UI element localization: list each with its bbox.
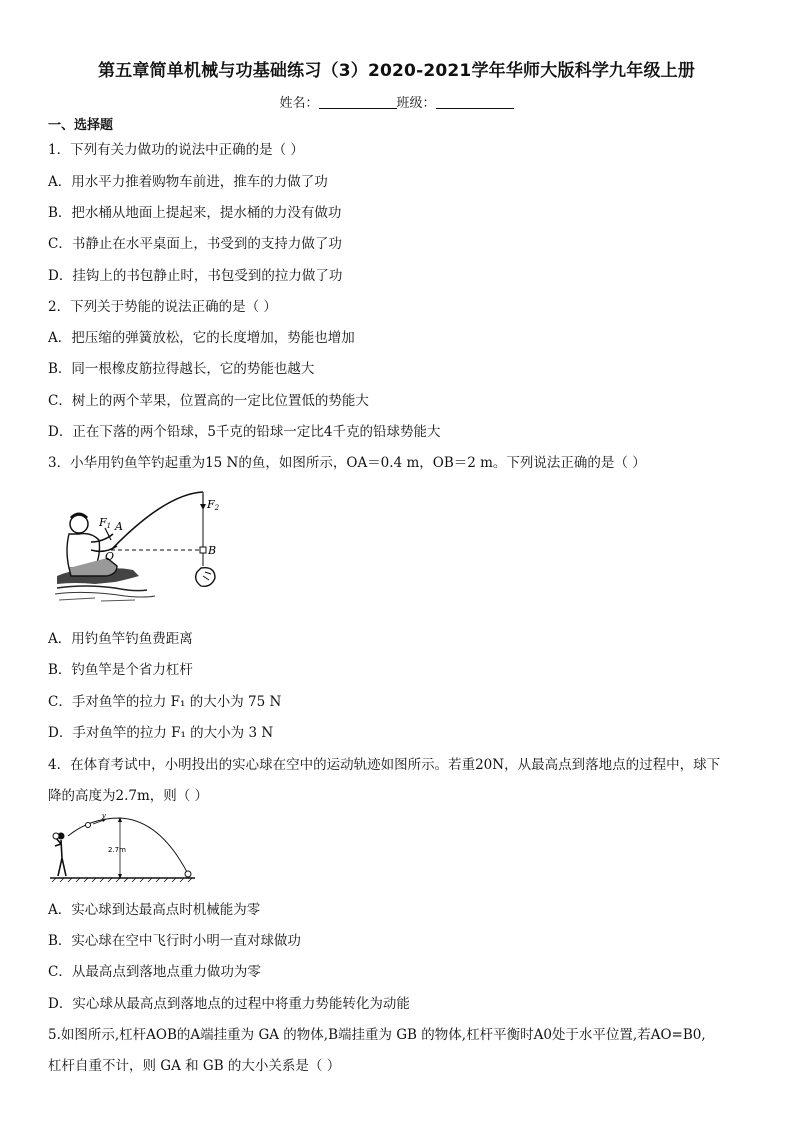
water-line	[55, 592, 155, 597]
q4-stem-line2: 降的高度为2.7m，则（ ）	[48, 788, 209, 804]
q2-option-b: B．同一根橡皮筋拉得越长，它的势能也越大	[48, 361, 315, 377]
q4-stem-line1: 4．在体育考试中，小明投出的实心球在空中的运动轨迹如图所示。若重20N，从最高点到落地点的过程中，球下	[48, 757, 721, 773]
q1-option-b: B．把水桶从地面上提起来，提水桶的力没有做功	[48, 205, 342, 221]
person-body	[55, 838, 66, 876]
label-b: B	[208, 544, 217, 557]
water-line	[57, 586, 147, 591]
label-f2: F2	[207, 498, 220, 512]
q5-stem-line2: 杠杆自重不计，则 GA 和 GB 的大小关系是（ ）	[48, 1058, 341, 1074]
q1-option-a: A．用水平力推着购物车前进，推车的力做了功	[48, 174, 328, 190]
name-label: 姓名：	[279, 96, 319, 111]
class-blank[interactable]	[436, 95, 514, 109]
label-o: O	[105, 550, 115, 563]
ball-landed	[185, 871, 191, 877]
q1-stem: 1．下列有关力做功的说法中正确的是（ ）	[48, 142, 304, 158]
class-label: 班级：	[396, 96, 436, 111]
label-v: v	[102, 812, 106, 820]
q3-option-b: B．钓鱼竿是个省力杠杆	[48, 662, 193, 678]
q2-stem: 2．下列关于势能的说法正确的是（ ）	[48, 299, 277, 315]
q2-option-a: A．把压缩的弹簧放松，它的长度增加，势能也增加	[48, 330, 355, 346]
q2-option-d: D．正在下落的两个铅球，5千克的铅球一定比4千克的铅球势能大	[48, 424, 441, 440]
q3-option-c: C．手对鱼竿的拉力 F₁ 的大小为 75 N	[48, 694, 282, 710]
student-info	[0, 92, 793, 111]
q1-option-d: D．挂钩上的书包静止时，书包受到的拉力做了功	[48, 268, 343, 284]
point-b-box	[200, 547, 206, 553]
q4-option-c: C．从最高点到落地点重力做功为零	[48, 964, 261, 980]
shot-put-figure	[50, 812, 200, 887]
fishing-rod	[111, 492, 203, 550]
q5-stem-line1: 5.如图所示,杠杆AOB的A端挂重为 GA 的物体,B端挂重为 GB 的物体,杠杆平衡时A0处于水平位置,若AO=B0,	[48, 1027, 706, 1043]
f2-arrowhead	[200, 504, 206, 510]
name-blank[interactable]	[319, 95, 397, 109]
ball-in-hand	[53, 833, 59, 839]
fishing-rod-figure	[55, 484, 245, 606]
section-heading: 一、选择题	[48, 118, 114, 133]
q4-option-d: D．实心球从最高点到落地点的过程中将重力势能转化为动能	[48, 996, 410, 1012]
label-a: A	[115, 520, 123, 533]
q3-option-d: D．手对鱼竿的拉力 F₁ 的大小为 3 N	[48, 725, 274, 741]
ball-in-flight	[86, 823, 91, 828]
water-line	[59, 598, 135, 601]
q3-stem: 3．小华用钓鱼竿钓起重为15 N的鱼，如图所示，OA＝0.4 m，OB＝2 m。下列说法正确的是（ ）	[48, 455, 646, 471]
q4-option-a: A．实心球到达最高点时机械能为零	[48, 902, 261, 918]
page-title: 第五章简单机械与功基础练习（3）2020-2021学年华师大版科学九年级上册	[97, 61, 696, 81]
label-height: 2.7m	[108, 846, 126, 854]
q4-option-b: B．实心球在空中飞行时小明一直对球做功	[48, 933, 301, 949]
q2-option-c: C．树上的两个苹果，位置高的一定比位置低的势能大	[48, 393, 369, 409]
q1-option-c: C．书静止在水平桌面上，书受到的支持力做了功	[48, 236, 342, 252]
q3-option-a: A．用钓鱼竿钓鱼费距离	[48, 631, 193, 647]
label-f1: F1	[99, 516, 112, 530]
